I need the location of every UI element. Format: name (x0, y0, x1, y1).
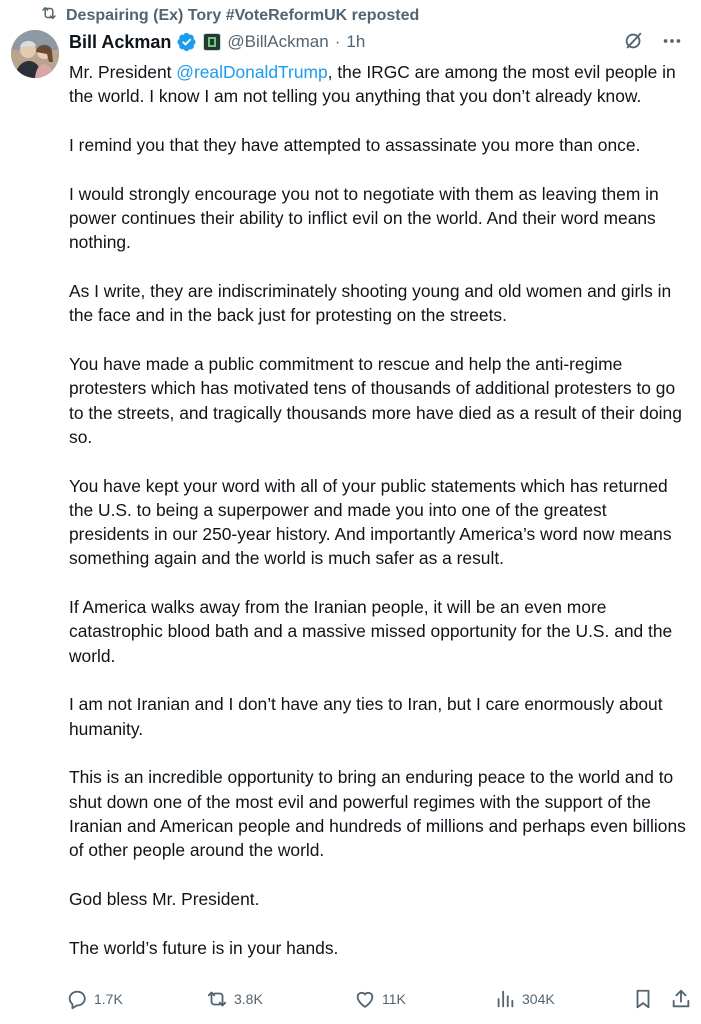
repost-count: 3.8K (234, 991, 263, 1007)
avatar[interactable] (11, 30, 59, 78)
repost-button[interactable] (206, 988, 263, 1010)
action-bar (66, 988, 691, 1014)
heart-icon (354, 988, 376, 1010)
repost-banner-text: Despairing (Ex) Tory #VoteReformUK reposted (66, 6, 420, 24)
tweet-paragraph: God bless Mr. President. (69, 888, 260, 909)
author-display-name[interactable]: Bill Ackman (69, 31, 172, 52)
tweet-paragraph (69, 60, 689, 109)
reply-icon (66, 988, 88, 1010)
share-icon (670, 988, 692, 1010)
more-options-icon[interactable] (661, 30, 683, 52)
tweet-paragraph: You have kept your word with all of your public statements which has returned the U.S. to being a superpower and made you into one of the greatest presidents in our 250-year history. And importantly America’s word now means something again and the world is much safer as a result. (69, 475, 672, 569)
reply-count: 1.7K (94, 991, 123, 1007)
bookmark-icon (632, 988, 654, 1010)
repost-icon (40, 4, 58, 27)
post-time[interactable]: 1h (346, 32, 366, 51)
views-count: 304K (522, 991, 555, 1007)
views-chart-icon (494, 988, 516, 1010)
tweet-paragraph: I am not Iranian and I don’t have any ties to Iran, but I care enormously about humanity. (69, 694, 663, 739)
tweet-header (69, 30, 365, 54)
tweet-paragraph: I remind you that they have attempted to assassinate you more than once. (69, 134, 641, 155)
tweet-paragraph: I would strongly encourage you not to negotiate with them as leaving them in power continues their ability to inflict evil on the world. And their word means nothing. (69, 183, 659, 253)
header-actions (623, 30, 683, 52)
repost-banner[interactable] (40, 4, 419, 27)
grok-icon[interactable] (623, 30, 645, 52)
affiliate-badge-icon[interactable] (203, 33, 221, 51)
mention-link[interactable]: @realDonaldTrump (176, 62, 328, 82)
bookmark-button[interactable] (632, 988, 654, 1010)
separator-dot: · (334, 32, 341, 51)
like-button[interactable] (354, 988, 406, 1010)
tweet-paragraph: The world’s future is in your hands. (69, 937, 339, 958)
like-count: 11K (382, 991, 406, 1007)
tweet-paragraph: As I write, they are indiscriminately shooting young and old women and girls in the face and in the back just for protesting on the streets. (69, 280, 672, 326)
verified-badge-icon[interactable] (177, 32, 197, 52)
repost-icon (206, 988, 228, 1010)
tweet-paragraph: If America walks away from the Iranian people, it will be an even more catastrophic blood bath and a massive missed opportunity for the U.S. and the world. (69, 597, 673, 666)
tweet-text (69, 60, 689, 984)
share-button[interactable] (670, 988, 692, 1010)
tweet-paragraph-suffix: , the IRGC are among the most evil people in the world. I know I am not telling you anything that you don’t already know. (69, 62, 676, 107)
tweet-paragraph-prefix: Mr. President (69, 62, 177, 82)
views-button[interactable] (494, 988, 555, 1010)
tweet-paragraph: You have made a public commitment to rescue and help the anti-regime protesters which has motivated tens of thousands of additional protesters to go to the streets, and tragically thousands more have died as a result of their doing so. (69, 353, 682, 447)
author-handle[interactable]: @BillAckman (227, 32, 329, 51)
tweet-paragraph: This is an incredible opportunity to bring an enduring peace to the world and to shut down one of the most evil and powerful regimes with the support of the Iranian and American people and hundreds of millions and perhaps even billions of other people around the world. (69, 767, 686, 861)
reply-button[interactable] (66, 988, 123, 1010)
